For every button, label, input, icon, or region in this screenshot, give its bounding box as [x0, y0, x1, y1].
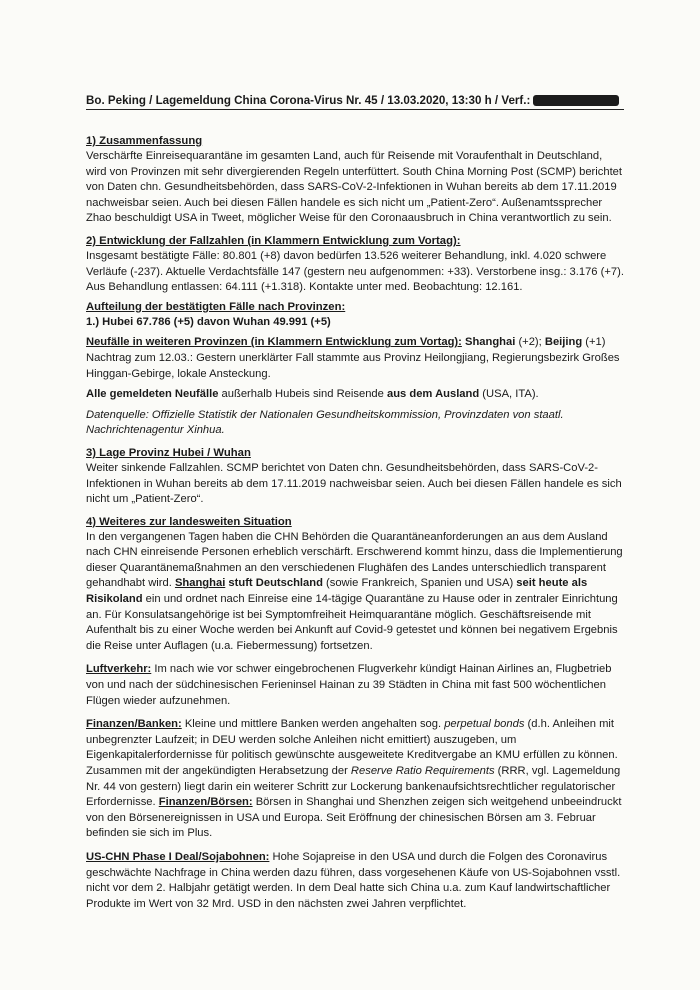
- imported-b: außerhalb Hubeis sind Reisende: [218, 388, 387, 401]
- hubei-cases: 1.) Hubei 67.786 (+5) davon Wuhan 49.991 (+5): [86, 315, 331, 328]
- hubei-paragraph: Weiter sinkende Fallzahlen. SCMP berichtet von Daten chn. Gesundheitsbehörden, dass SARS-CoV-2-Infektionen in Wuhan bereits ab dem 17.11.2019 nachweisbar seien. Auch bei diesen Fällen handele es sich nicht um „Patient-Zero“.: [86, 461, 622, 506]
- section-2-title: 2) Entwicklung der Fallzahlen (in Klammern Entwicklung zum Vortag):: [86, 234, 461, 247]
- finance-paragraph: [86, 717, 624, 842]
- q-c: (sowie Frankreich, Spanien und USA): [322, 577, 517, 590]
- document-header: [86, 94, 624, 110]
- q-d: seit heute als Risikoland: [86, 577, 588, 606]
- q-b: stuft Deutschland: [225, 577, 323, 590]
- province-breakdown-title: Aufteilung der bestätigten Fälle nach Provinzen:: [86, 300, 346, 313]
- fin-e: (RRR, vgl. Lagemeldung Nr. 44 von gestern) liegt darin ein weiterer Schritt zur Lockerung bankenaufsichtsrechtlicher regulatorischer Erfordernisse.: [86, 765, 621, 809]
- shanghai-label: Shanghai: [464, 336, 516, 349]
- q-shanghai: Shanghai: [174, 577, 226, 590]
- imported-d: (USA, ITA).: [479, 388, 539, 401]
- fin-a: Kleine und mittlere Banken werden angehalten sog.: [181, 718, 445, 731]
- soybean-paragraph: [86, 850, 624, 912]
- new-cases-label: Neufälle in weiteren Provinzen (in Klammern Entwicklung zum Vortag):: [86, 336, 462, 349]
- air-traffic-label: Luftverkehr:: [86, 663, 152, 676]
- imported-c: aus dem Ausland: [386, 388, 480, 401]
- section-1-title: 1) Zusammenfassung: [86, 135, 203, 147]
- section-3-title: 3) Lage Provinz Hubei / Wuhan: [86, 446, 251, 459]
- stock-label: Finanzen/Börsen:: [158, 796, 253, 809]
- data-source: Datenquelle: Offizielle Statistik der Nationalen Gesundheitskommission, Provinzdaten von staatl. Nachrichtenagentur Xinhua.: [86, 408, 564, 437]
- header-title: Bo. Peking / Lagemeldung China Corona-Virus Nr. 45 / 13.03.2020, 13:30 h / Verf.:: [86, 94, 531, 107]
- q-a: In den vergangenen Tagen haben die CHN Behörden die Quarantäneanforderungen an aus dem Ausland nach CHN einreisende Personen erheblich verschärft. Erschwerend kommt hinzu, dass die Implementierung dieser Quarantänemaßnahmen an den verschiedenen Flughäfen des Landes unterschiedlich transparent gehandhabt wird.: [86, 530, 623, 590]
- new-cases-note: Nachtrag zum 12.03.: Gestern unerklärter Fall stammte aus Provinz Heilongjiang, Regierungsbezirk Großes Hinggan-Gebirge, lokale Ansteckung.: [86, 351, 620, 380]
- soybean-label: US-CHN Phase I Deal/Sojabohnen:: [86, 850, 270, 863]
- new-cases-paragraph: [86, 335, 624, 382]
- redaction-block: [533, 95, 619, 106]
- imported-a: Alle gemeldeten Neufälle: [86, 388, 219, 401]
- air-traffic-text: Im nach wie vor schwer eingebrochenen Flugverkehr kündigt Hainan Airlines an, Flugbetrieb von und nach der südchinesischen Ferieninsel Hainan zu 39 Städten in China mit fast 500 wöchentlichen Flügen wieder aufzunehmen.: [86, 663, 612, 707]
- fin-g: Börsen in Shanghai und Shenzhen zeigen sich weitgehend unbeeindruckt von den Börsenereignissen in USA und Europa. Seit Eröffnung der chinesischen Börsen am 3. Februar befinden sie sich im Plus.: [86, 796, 622, 840]
- beijing-label: Beijing: [544, 336, 583, 349]
- summary-paragraph: Verschärfte Einreisequarantäne im gesamten Land, auch für Reisende mit Voraufenthalt in Deutschland, wird von Provinzen mit sehr divergierenden Regeln unterfüttert. South China Morning Post (SCMP) berichtet von Daten chn. Gesundheitsbehörden, dass SARS-CoV-2-Infektionen in Wuhan bereits ab dem 17.11.2019 nachweisbar seien. Auch bei diesen Fällen handele es sich nicht um „Patient-Zero“. Außenamtssprecher Zhao beschuldigt USA in Tweet, möglicher Weise für den Coronaausbruch in China verantwortlich zu sein.: [86, 150, 623, 225]
- quarantine-paragraph: [86, 530, 624, 655]
- finance-label: Finanzen/Banken:: [86, 718, 182, 731]
- section-4-title: 4) Weiteres zur landesweiten Situation: [86, 515, 292, 528]
- fin-b: perpetual bonds: [444, 718, 525, 731]
- imported-cases-paragraph: [86, 387, 624, 403]
- fin-d: Reserve Ratio Requirements: [350, 765, 495, 777]
- q-e: ein und ordnet nach Einreise eine 14-tägige Quarantäne zu Hause oder in zentraler Einrichtung an. Für Konsulatsangehörige ist bei Symptomfreiheit Heimquarantäne möglich. Geschäftsreisende mit Aufenthalt bis zu einer Woche werden bei Ankunft auf Covid-9 getestet und können bei negativem Ergebnis die Reise unter Auflagen (u.a. Fiebermessung) fortsetzen.: [86, 593, 618, 652]
- soybean-text: Hohe Sojapreise in den USA und durch die Folgen des Coronavirus geschwächte Nachfrage in China werden dazu führen, dass vorgesehenen Käufe von US-Sojabohnen vsstl. nicht vor dem 2. Halbjahr getätigt werden. In dem Deal hatte sich China u.a. zum Kauf landwirtschaftlicher Produkte im Wert von 32 Mrd. USD in den nächsten zwei Jahren verpflichtet.: [86, 850, 621, 910]
- case-numbers-paragraph: Insgesamt bestätigte Fälle: 80.801 (+8) davon bedürfen 13.526 weiterer Behandlung, inkl. 4.020 schwere Verläufe (-237). Aktuelle Verdachtsfälle 147 (gestern neu aufgenommen: +33). Verstorbene insg.: 3.176 (+7). Aus Behandlung entlassen: 64.111 (+1.318). Kontakte unter med. Beobachtung: 12.161.: [86, 249, 624, 294]
- shanghai-value: (+2);: [515, 336, 545, 349]
- beijing-value: (+1): [582, 336, 606, 349]
- air-traffic-paragraph: [86, 662, 624, 709]
- fin-c: (d.h. Anleihen mit unbegrenzter Laufzeit; in DEU werden solche Anleihen nicht emittiert) auszugeben, um Eigenkapitalerfordernisse für politisch gewünschte ausgeweitete Kreditvergabe an KMU erfüllen zu können. Zusammen mit der angekündigten Herabsetzung der: [86, 718, 618, 777]
